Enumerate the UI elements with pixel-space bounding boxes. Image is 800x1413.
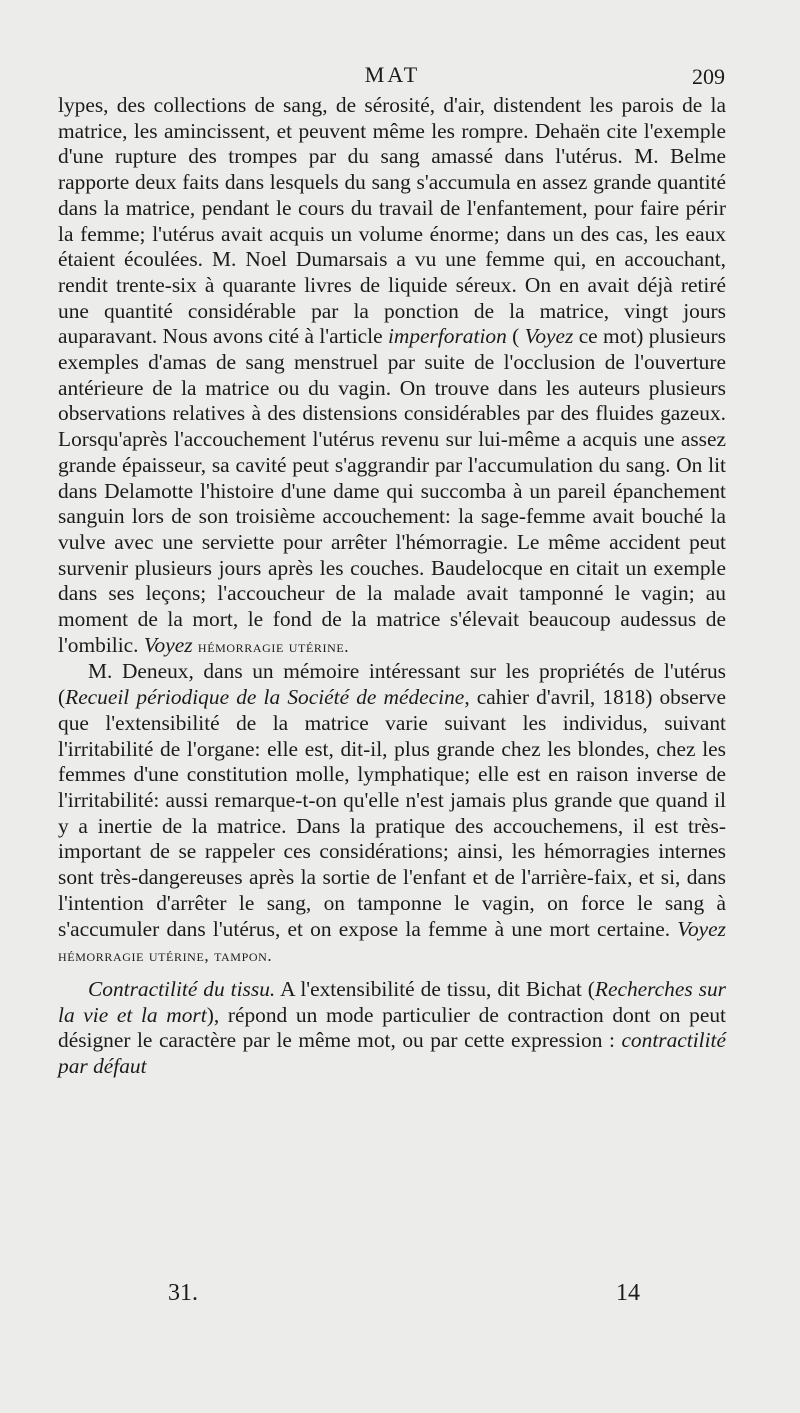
italic-citation: Recueil périodique de la Société de médecine [65, 685, 465, 710]
text-run: A l'extensibilité de tissu, dit Bichat ( [280, 976, 595, 1001]
running-head: MAT [364, 62, 421, 87]
italic-citation: Recherches sur la vie et la mort [58, 976, 726, 1027]
text-run: , cahier d'avril, 1818) observe que l'extensibilité de la matrice varie suivant les individus, suivant l'irritabilité de l'organe: elle est, dit-il, plus grande chez les blondes, chez les femmes d'une constitution molle, lymphatique; elle est en raison inverse de l'irritabilité: aussi remarque-t-on qu'elle n'est jamais plus grande que quand il y a inertie de la matrice. Dans la pratique des accouchemens, il est très-important de se rappeler ces considérations; ainsi, les hémorragies internes sont très-dangereuses après la sortie de l'enfant et de l'arrière-faix, et si, dans l'intention d'arrêter le sang, on tamponne le vagin, on force le sang à s'accumuler dans l'utérus, et on expose la femme à une mort certaine. [58, 685, 726, 941]
cross-reference: Voyez [524, 324, 574, 349]
page-header [60, 62, 725, 94]
signature-mark: 31. [168, 1280, 198, 1306]
small-caps-reference: hémorragie utérine, tampon. [58, 946, 273, 966]
italic-term: contractilité par défaut [58, 1028, 726, 1079]
cross-reference: Voyez [143, 632, 193, 657]
italic-term: imperforation [387, 324, 507, 349]
text-run: M. Deneux, dans un mémoire intéressant sur les propriétés de l'utérus ( [58, 659, 726, 710]
page-number: 209 [692, 64, 725, 89]
sheet-number: 14 [616, 1280, 640, 1306]
text-run: ce mot) plusieurs exemples d'amas de sang menstruel par suite de l'occlusion de l'ouverture antérieure de la matrice ou du vagin. On trouve dans les auteurs plusieurs observations relatives à des distensions considérables par des fluides gazeux. Lorsqu'après l'accouchement l'utérus revenu sur lui-même a acquis une assez grande épaisseur, sa cavité peut s'aggrandir par l'accumulation du sang. On lit dans Delamotte l'histoire d'une dame qui succomba à un pareil épanchement sanguin lors de son troisième accouchement: la sage-femme avait bouché la vulve avec une serviette pour arrêter l'hémorragie. Le même accident peut survenir plusieurs jours après les couches. Baudelocque en citait un exemple dans ses leçons; l'accoucheur de la malade avait tamponné le vagin; au moment de la mort, le fond de la matrice s'élevait beaucoup audessus de l'ombilic. [58, 324, 727, 657]
small-caps-reference: hémorragie utérine. [197, 636, 350, 656]
text-run: ( [512, 324, 520, 349]
text-run: ), répond un mode particulier de contraction dont on peut désigner le caractère par le même mot, ou par cette expression : [58, 1002, 726, 1053]
page-body [58, 93, 726, 1080]
text-run: lypes, des collections de sang, de sérosité, d'air, distendent les parois de la matrice, les amincissent, et peuvent même les rompre. Dehaën cite l'exemple d'une rupture des trompes par du sang amassé dans l'utérus. M. Belme rapporte deux faits dans lesquels du sang s'accumula en assez grande quantité dans la matrice, pendant le cours du travail de l'enfantement, pour faire périr la femme; l'utérus avait acquis un volume énorme; dans un des cas, les eaux étaient écoulées. M. Noel Dumarsais a vu une femme qui, en accouchant, rendit trente-six à quarante livres de liquide séreux. On en avait déjà retiré une quantité considérable par la ponction de la matrice, vingt jours auparavant. Nous avons cité à l'article [58, 93, 726, 349]
page-footer [60, 1280, 725, 1310]
cross-reference: Voyez [677, 916, 726, 941]
paragraph-2 [58, 659, 726, 968]
section-heading: Contractilité du tissu. [88, 976, 276, 1001]
paragraph-3 [58, 977, 726, 1080]
paragraph-1 [58, 93, 726, 659]
